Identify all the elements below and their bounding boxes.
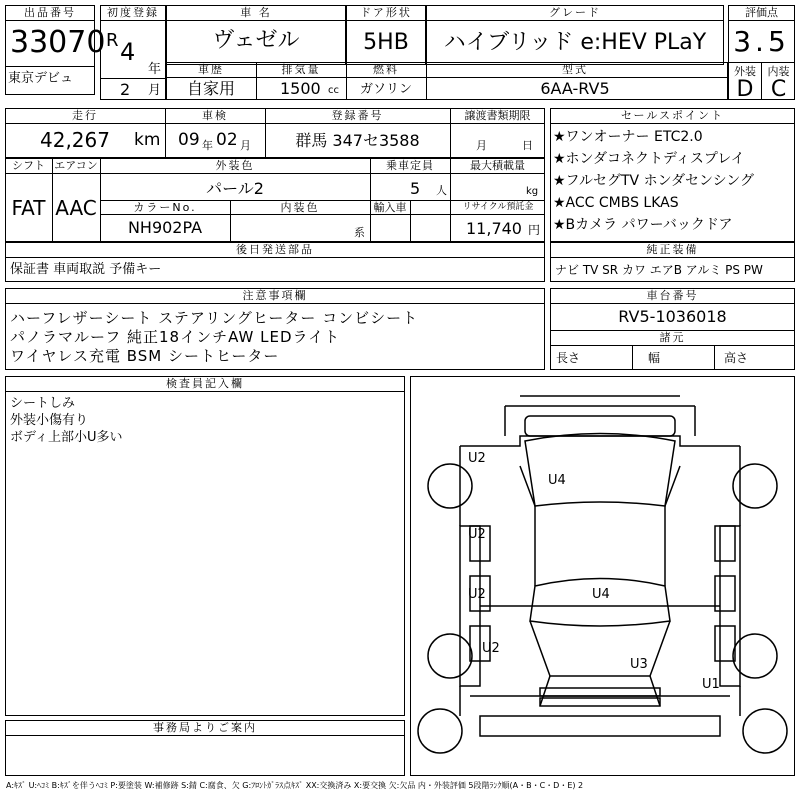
- transfer-month: 月: [476, 139, 487, 152]
- genuine-items: ナビ TV SR カワ エアB アルミ PS PW: [555, 263, 763, 277]
- dims-label: 諸元: [659, 331, 686, 344]
- inspector-note: 外装小傷有り: [10, 413, 89, 428]
- history-label: 車歴: [198, 63, 224, 76]
- later-parts-label: 後日発送部品: [236, 243, 314, 256]
- car-name-label: 車 名: [240, 6, 272, 19]
- load-label: 最大積載量: [470, 159, 525, 172]
- displacement-label: 排気量: [281, 63, 321, 76]
- divider: [100, 78, 166, 79]
- divider: [632, 346, 633, 370]
- car-outline-diagram: [410, 376, 795, 776]
- load-unit: kg: [526, 186, 539, 197]
- score-label: 評価点: [745, 6, 778, 19]
- damage-mark: U2: [468, 527, 486, 542]
- insp-month-unit: 月: [240, 139, 251, 152]
- capacity-unit: 人: [436, 184, 447, 197]
- damage-mark: U2: [482, 641, 500, 656]
- capacity-label: 乗車定員: [386, 159, 434, 172]
- divider: [728, 20, 795, 21]
- genuine-label: 純正装備: [646, 243, 699, 256]
- divider: [5, 66, 95, 67]
- chassis-label: 車台番号: [646, 289, 699, 302]
- car-name: ヴェゼル: [212, 28, 300, 53]
- damage-mark: U3: [630, 657, 648, 672]
- color-no-label: カラーNo.: [133, 201, 197, 214]
- divider: [410, 200, 411, 242]
- import-label: 輸入車: [373, 201, 407, 214]
- recycle-label: リサイクル預託金: [462, 202, 534, 212]
- selling-point: ★Bカメラ パワーバックドア: [553, 217, 733, 233]
- mileage-label: 走行: [72, 109, 98, 122]
- reg-month: 2: [120, 80, 131, 99]
- divider: [166, 20, 346, 21]
- height-label: 高さ: [724, 351, 749, 365]
- note-line: ハーフレザーシート ステアリングヒーター コンビシート: [10, 309, 419, 327]
- selling-point: ★ホンダコネクトディスプレイ: [553, 151, 745, 167]
- fuel: ガソリン: [359, 82, 412, 97]
- model-label: 型式: [562, 63, 588, 76]
- ext-grade: D: [736, 77, 754, 102]
- int-color-label: 内装色: [280, 201, 320, 214]
- era: R: [106, 30, 119, 51]
- insp-year-unit: 年: [202, 139, 213, 152]
- damage-mark: U1: [702, 677, 720, 692]
- inspection-year: 09: [178, 130, 200, 150]
- selling-points-label: セールスポイント: [620, 109, 724, 122]
- office-label: 事務局よりご案内: [153, 721, 257, 734]
- divider: [5, 20, 95, 21]
- transfer-label: 譲渡書類期限: [464, 109, 531, 122]
- lot-number: 33070: [10, 25, 106, 60]
- month-unit: 月: [148, 83, 162, 98]
- fuel-label: 燃料: [373, 63, 399, 76]
- year-unit: 年: [148, 62, 162, 77]
- divider: [346, 20, 426, 21]
- first-reg-label: 初度登録: [107, 6, 159, 19]
- door-label: ドア形状: [360, 6, 412, 19]
- shift-label: シフト: [12, 159, 45, 172]
- capacity: 5: [410, 179, 421, 198]
- ac-label: エアコン: [54, 159, 98, 172]
- damage-mark: U4: [548, 473, 566, 488]
- ext-label: 外装: [734, 65, 756, 78]
- reg-no-label: 登録番号: [331, 109, 384, 122]
- registration-number: 群馬 347セ3588: [295, 131, 420, 150]
- selling-point: ★ACC CMBS LKAS: [553, 195, 679, 211]
- int-color-unit: 系: [354, 226, 365, 239]
- int-grade: C: [770, 77, 787, 102]
- damage-mark: U4: [592, 587, 610, 602]
- length-label: 長さ: [556, 351, 581, 365]
- door-type: 5HB: [363, 30, 409, 55]
- recycle-fee: 11,740: [466, 219, 522, 238]
- reg-year: 4: [120, 38, 136, 66]
- displacement: 1500: [280, 79, 321, 98]
- selling-point: ★ワンオーナー ETC2.0: [553, 129, 703, 145]
- history: 自家用: [186, 79, 235, 98]
- notes-label: 注意事項欄: [242, 289, 308, 302]
- width-label: 幅: [648, 351, 661, 365]
- inspector-note: ボディ上部小U多い: [10, 430, 123, 445]
- divider: [100, 214, 545, 215]
- exterior-color: パール2: [206, 179, 264, 198]
- transfer-day: 日: [522, 139, 533, 152]
- color-number: NH902PA: [127, 218, 203, 237]
- divider: [426, 20, 724, 21]
- inspection-month: 02: [216, 130, 238, 150]
- divider: [714, 346, 715, 370]
- mileage-unit: km: [134, 130, 161, 150]
- int-label: 内装: [767, 65, 790, 78]
- model-code: 6AA-RV5: [540, 79, 610, 98]
- recycle-unit: 円: [528, 223, 541, 237]
- grade-label: グレード: [549, 6, 601, 19]
- air-conditioner: AAC: [55, 196, 97, 220]
- lot-no-label: 出品番号: [24, 6, 76, 19]
- inspector-label: 検査員記入欄: [166, 377, 244, 390]
- chassis-number: RV5-1036018: [618, 307, 727, 326]
- damage-mark: U2: [468, 587, 486, 602]
- legend: A:ｷｽﾞ U:ﾍｺﾐ B:ｷｽﾞを伴うﾍｺﾐ P:要塗装 W:補修跡 S:錆 C:腐食、欠 G:ﾌﾛﾝﾄｶﾞﾗｽ点ｷｽﾞ XX:交換済み X:要交換 欠:欠品 内・外装評価 5段階ﾗﾝｸ順(A・B・C・D・E) 2: [6, 781, 584, 790]
- note-line: ワイヤレス充電 BSM シートヒーター: [10, 347, 280, 365]
- score: 3.5: [733, 25, 790, 58]
- shift: FAT: [11, 196, 46, 220]
- grade: ハイブリッド e:HEV PLaY: [443, 30, 707, 55]
- venue: 東京デビュ: [8, 71, 74, 86]
- divider: [100, 20, 166, 21]
- damage-mark: U2: [468, 451, 486, 466]
- displacement-unit: cc: [328, 85, 339, 96]
- note-line: パノラマルーフ 純正18インチAW LEDライト: [10, 328, 341, 346]
- inspector-note: シートしみ: [10, 396, 76, 411]
- selling-point: ★フルセグTV ホンダセンシング: [553, 173, 755, 189]
- inspection-label: 車検: [202, 109, 228, 122]
- later-parts: 保証書 車両取説 予備キー: [10, 262, 162, 277]
- mileage: 42,267: [40, 128, 110, 152]
- ext-color-label: 外装色: [215, 159, 255, 172]
